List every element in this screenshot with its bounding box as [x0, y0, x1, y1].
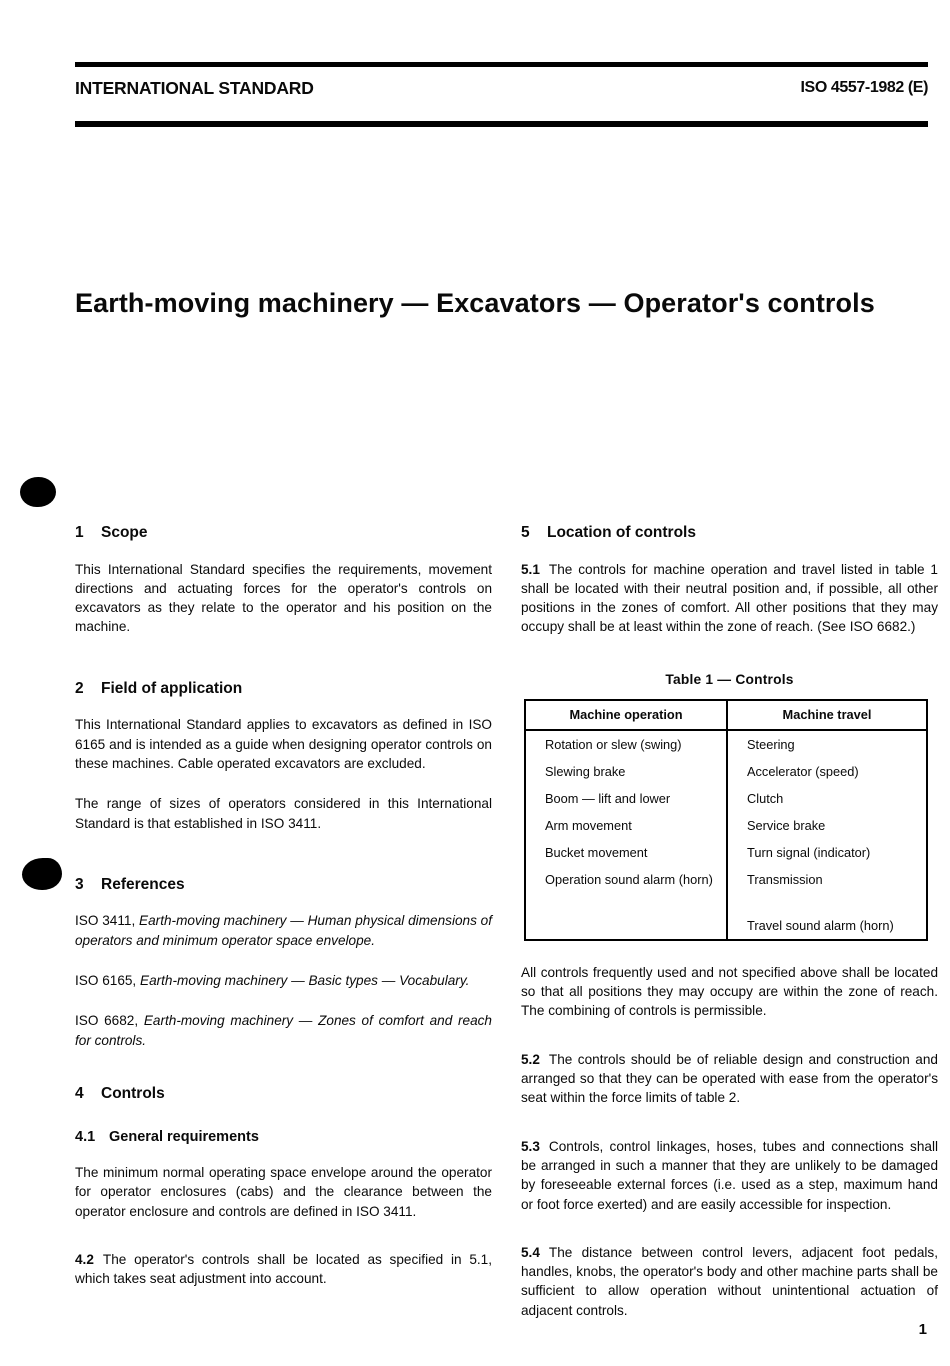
subsection-number: 5.2 — [521, 1051, 540, 1067]
subsection-number: 5.4 — [521, 1244, 540, 1260]
table-row — [525, 785, 927, 812]
reference-item — [75, 971, 492, 990]
subsection-text: Controls, control linkages, hoses, tubes and connections shall be arranged in such a manner that they are unlikely to be damaged by foreseeable external forces (i.e. used as a step, maximum hand or foot force exerted) and are easily accessible for inspection. — [521, 1138, 938, 1212]
page-title: Earth-moving machinery — Excavators — Operator's controls — [75, 288, 875, 319]
section-number: 2 — [75, 679, 84, 697]
field-of-application-paragraph-2: The range of sizes of operators considered in this International Standard is that established in ISO 3411. — [75, 796, 492, 831]
section-heading-scope — [75, 524, 492, 543]
spacer — [75, 854, 492, 876]
subsection-number: 4.1 — [75, 1128, 96, 1145]
subsection-number: 4.2 — [75, 1251, 94, 1267]
spacer — [75, 1242, 492, 1250]
post-table-paragraph: All controls frequently used and not specified above shall be located so that all positions they may occupy are within the zone of reach. The combining of controls is permissible. — [521, 964, 938, 1019]
section-title: Controls — [101, 1084, 165, 1102]
subsection-5-4-paragraph — [521, 1243, 938, 1320]
table-cell: Turn signal (indicator) — [747, 844, 871, 860]
section-number: 5 — [521, 524, 530, 541]
table-cell: Service brake — [747, 817, 826, 833]
reference-title: Earth-moving machinery — Zones of comfort and reach for controls. — [75, 1013, 492, 1048]
spacer — [75, 658, 492, 680]
reference-id: ISO 6165, — [75, 973, 137, 989]
table-cell: Accelerator (speed) — [747, 763, 859, 779]
section-number: 4 — [75, 1084, 84, 1102]
subsection-text: The operator's controls shall be located as specified in 5.1, which takes seat adjustment into account. — [75, 1251, 492, 1287]
right-column — [521, 524, 938, 1320]
section-title: References — [101, 875, 185, 893]
subsection-5-3-paragraph — [521, 1137, 938, 1214]
section-heading-field-of-application — [75, 680, 492, 699]
table-cell: Slewing brake — [525, 758, 727, 785]
section-title: Scope — [101, 524, 148, 541]
table-row — [525, 839, 927, 866]
section-heading-location-of-controls — [521, 524, 938, 543]
scope-paragraph: This International Standard specifies the requirements, movement directions and actuating forces for the operator's controls on excavators as they relate to the operator and his position on the machine. — [75, 561, 492, 635]
subsection-text: The controls for machine operation and travel listed in table 1 shall be located with their neutral position and, if possible, all other positions in the zones of comfort. All other positions that they may occupy shall be at least within the zone of reach. (See ISO 6682.) — [521, 561, 938, 635]
table-row-spacer — [525, 893, 927, 912]
table-cell: Transmission — [747, 871, 823, 887]
subsection-5-1-paragraph — [521, 560, 938, 637]
table-row — [525, 912, 927, 940]
field-of-application-paragraph-1: This International Standard applies to excavators as defined in ISO 6165 and is intended as a guide when designing operator controls on these machines. Cable operated excavators are excluded. — [75, 717, 492, 771]
table-row — [525, 812, 927, 839]
section-title: Location of controls — [547, 524, 696, 541]
general-requirements-paragraph: The minimum normal operating space envelope around the operator for operator enclosures (cabs) and the clearance between the operator enclosure and controls are defined in ISO 3411. — [75, 1164, 492, 1219]
table-row — [525, 866, 927, 893]
section-title: Field of application — [101, 679, 243, 697]
table-header-row — [525, 700, 927, 730]
reference-id: ISO 6682, — [75, 1013, 139, 1029]
table-column-header: Machine travel — [727, 700, 927, 730]
subsection-number: 5.1 — [521, 561, 540, 577]
margin-mark-icon — [20, 477, 56, 507]
reference-item — [75, 1011, 492, 1050]
table-cell: Boom — lift and lower — [525, 785, 727, 812]
subsection-title: General requirements — [109, 1128, 259, 1145]
reference-title: Earth-moving machinery — Human physical dimensions of operators and minimum operator space envelope. — [75, 913, 493, 948]
reference-item — [75, 911, 492, 950]
table-cell: Arm movement — [525, 812, 727, 839]
page-number: 1 — [918, 1321, 927, 1338]
table-cell: Travel sound alarm (horn) — [747, 917, 894, 933]
section-number: 1 — [75, 524, 84, 541]
table-cell: Clutch — [747, 790, 784, 806]
margin-mark-icon — [22, 858, 62, 890]
reference-title: Earth-moving machinery — Basic types — Vocabulary. — [140, 973, 470, 989]
section-heading-references — [75, 876, 492, 895]
table-row — [525, 730, 927, 758]
table-cell — [525, 893, 727, 912]
table-cell — [525, 912, 727, 940]
spacer — [521, 941, 938, 963]
table-row — [525, 758, 927, 785]
spacer — [75, 1121, 492, 1129]
subsection-heading-general-requirements — [75, 1129, 492, 1146]
table-cell: Steering — [747, 736, 795, 752]
table-cell: Operation sound alarm (horn) — [525, 866, 727, 893]
subsection-number: 5.3 — [521, 1138, 540, 1154]
table-cell: Rotation or slew (swing) — [525, 730, 727, 758]
subsection-5-2-paragraph — [521, 1050, 938, 1108]
table-cell — [727, 893, 927, 912]
section-number: 3 — [75, 875, 84, 893]
standard-number-label: ISO 4557-1982 (E) — [800, 79, 928, 96]
header-rule-top — [75, 62, 928, 67]
left-column — [75, 524, 492, 1288]
table-column-header: Machine operation — [525, 700, 727, 730]
table-cell: Bucket movement — [525, 839, 727, 866]
spacer — [521, 1042, 938, 1050]
spacer — [75, 1071, 492, 1085]
spacer — [521, 1235, 938, 1243]
section-heading-controls — [75, 1085, 492, 1104]
reference-id: ISO 3411, — [75, 913, 136, 929]
subsection-4-2-paragraph — [75, 1250, 492, 1289]
controls-table — [524, 699, 928, 941]
header-rule-bottom — [75, 121, 928, 127]
table-caption: Table 1 — Controls — [665, 671, 794, 687]
subsection-text: The distance between control levers, adjacent foot pedals, handles, knobs, the operator's body and other machine parts shall be sufficient to allow operation without unintentional actuation of adjacent controls. — [521, 1244, 938, 1318]
document-type-label: INTERNATIONAL STANDARD — [75, 78, 314, 98]
spacer — [521, 1129, 938, 1137]
subsection-text: The controls should be of reliable design and construction and arranged so that they can be operated with ease from the operator's seat within the force limits of table 2. — [521, 1051, 938, 1106]
spacer — [521, 658, 938, 672]
